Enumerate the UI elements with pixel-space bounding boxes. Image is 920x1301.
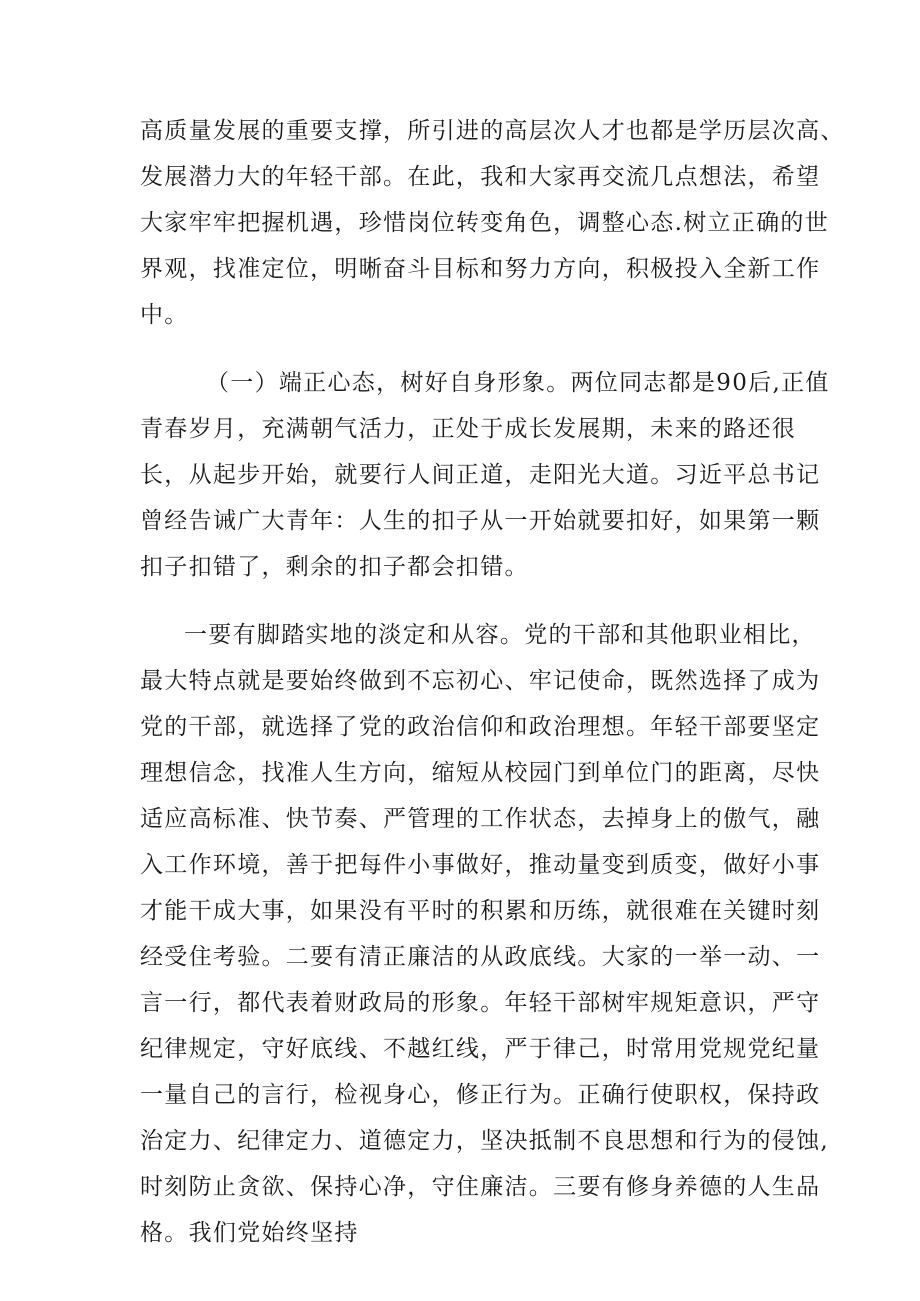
text-line: 言一行，都代表着财政局的形象。年轻干部树牢规矩意识，严守 (140, 990, 821, 1016)
text-line: 中。 (140, 302, 189, 328)
text-line: 经受住考验。二要有清正廉洁的从政底线。大家的一举一动、一 (140, 944, 821, 970)
text-line: 格。我们党始终坚持 (140, 1220, 359, 1246)
text-line: 界观，找准定位，明晰奋斗目标和努力方向，积极投入全新工作 (140, 256, 821, 282)
text-line: 最大特点就是要始终做到不忘初心、牢记使命，既然选择了成为 (140, 668, 821, 694)
text-line: 适应高标准、快节奏、严管理的工作状态，去掉身上的傲气，融 (140, 806, 821, 832)
paragraph-spacer (140, 590, 800, 612)
text-line: 一量自己的言行，检视身心，修正行为。正确行使职权，保持政 (140, 1082, 821, 1108)
text-line: 党的干部，就选择了党的政治信仰和政治理想。年轻干部要坚定 (140, 714, 821, 740)
text-line: 理想信念，找准人生方向，缩短从校园门到单位门的距离，尽快 (140, 760, 821, 786)
text-line: 治定力、纪律定力、道德定力，坚决抵制不良思想和行为的侵蚀, (140, 1128, 830, 1154)
text-line: 大家牢牢把握机遇，珍惜岗位转变角色，调整心态.树立正确的世 (140, 210, 830, 236)
text-line: 入工作环境，善于把每件小事做好，推动量变到质变，做好小事 (140, 852, 821, 878)
text-line: 高质量发展的重要支撑，所引进的高层次人才也都是学历层次高、 (140, 118, 845, 144)
text-line: 青春岁月，充满朝气活力，正处于成长发展期，未来的路还很 (140, 416, 797, 442)
text-line: 扣子扣错了，剩余的扣子都会扣错。 (140, 554, 529, 580)
document-body (140, 108, 845, 1256)
text-line: 纪律规定，守好底线、不越红线，严于律己，时常用党规党纪量 (140, 1036, 821, 1062)
text-line: （一）端正心态，树好自身形象。两位同志都是90后,正值 (206, 370, 830, 396)
text-line: 一要有脚踏实地的淡定和从容。党的干部和其他职业相比， (184, 622, 816, 648)
paragraph-3 (140, 612, 830, 1256)
text-line: 时刻防止贪欲、保持心净，守住廉洁。三要有修身养德的人生品 (140, 1174, 821, 1200)
paragraph-2 (140, 360, 830, 590)
paragraph-1 (140, 108, 845, 338)
text-line: 长，从起步开始，就要行人间正道，走阳光大道。习近平总书记 (140, 462, 821, 488)
text-line: 曾经告诫广大青年：人生的扣子从一开始就要扣好，如果第一颗 (140, 508, 821, 534)
text-line: 发展潜力大的年轻干部。在此，我和大家再交流几点想法，希望 (140, 164, 821, 190)
text-line: 才能干成大事，如果没有平时的积累和历练，就很难在关键时刻 (140, 898, 821, 924)
paragraph-spacer (140, 338, 800, 360)
